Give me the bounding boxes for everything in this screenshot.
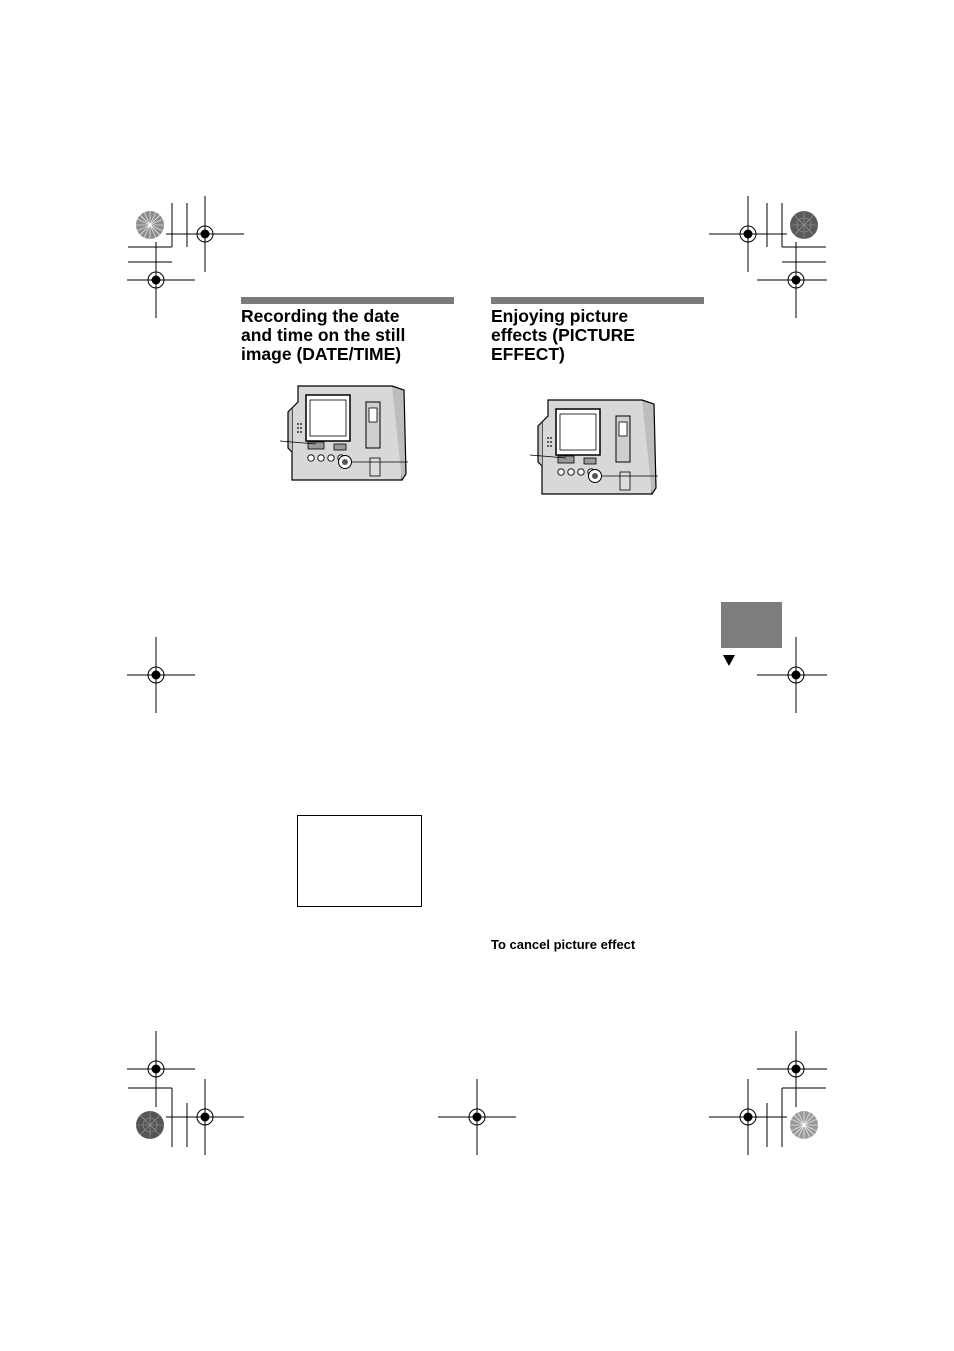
registration-crosshair-icon xyxy=(166,1077,246,1157)
registration-crosshair-icon xyxy=(757,240,837,320)
right-heading-bar xyxy=(491,297,704,304)
registration-crosshair-icon xyxy=(117,240,197,320)
cancel-picture-effect-heading: To cancel picture effect xyxy=(491,937,636,952)
color-registration-wheel-icon xyxy=(135,1110,165,1140)
screen-display-box xyxy=(297,815,422,907)
registration-crosshair-icon xyxy=(117,635,197,715)
color-registration-wheel-icon xyxy=(789,210,819,240)
registration-crosshair-icon xyxy=(709,1077,789,1157)
left-section-title xyxy=(241,307,405,364)
color-registration-wheel-icon xyxy=(135,210,165,240)
title-line: Recording the date xyxy=(241,306,400,326)
title-line: effects (PICTURE xyxy=(491,325,635,345)
title-line: and time on the still xyxy=(241,325,406,345)
camera-illustration xyxy=(280,378,420,488)
left-heading-bar xyxy=(241,297,454,304)
title-line: image (DATE/TIME) xyxy=(241,344,402,364)
page-continues-arrow-icon xyxy=(723,655,735,666)
camera-illustration xyxy=(530,392,670,502)
color-registration-wheel-icon xyxy=(789,1110,819,1140)
registration-crosshair-icon xyxy=(438,1077,518,1157)
title-line: Enjoying picture xyxy=(491,306,629,326)
right-section-title xyxy=(491,307,635,364)
side-index-tab xyxy=(721,602,782,648)
title-line: EFFECT) xyxy=(491,344,565,364)
